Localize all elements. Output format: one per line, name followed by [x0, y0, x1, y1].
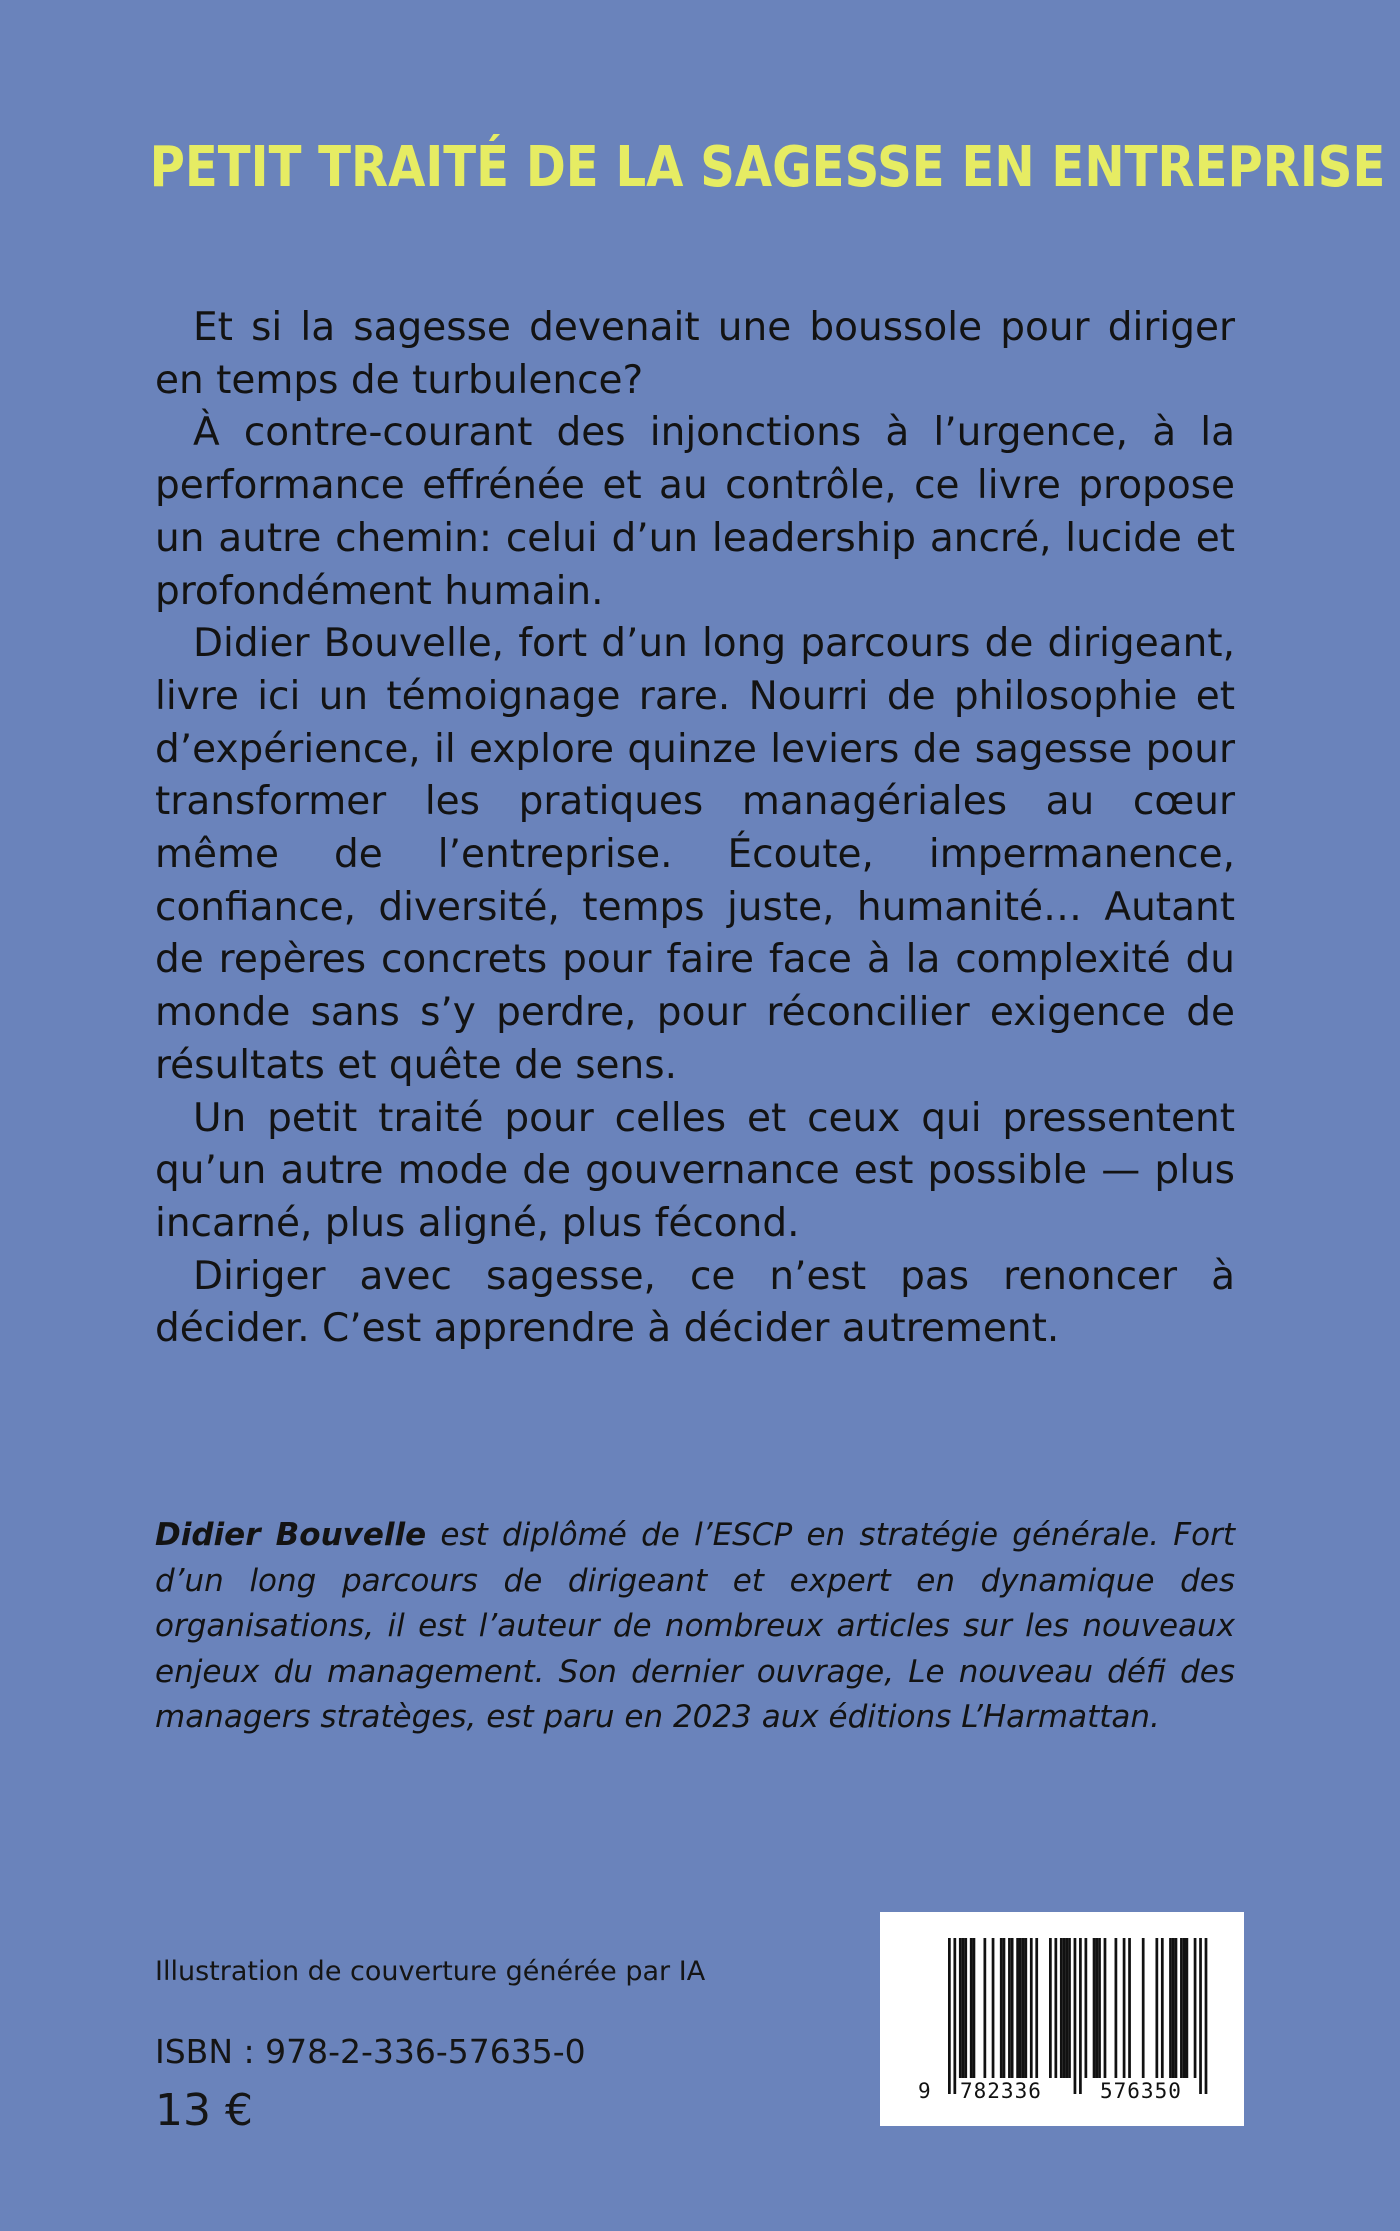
barcode-bars — [880, 1912, 1244, 2126]
author-bio — [155, 1513, 1235, 1741]
barcode-bar — [1049, 1938, 1052, 2078]
barcode-left-digits: 782336 — [960, 2079, 1042, 2103]
barcode-bar — [973, 1938, 976, 2078]
barcode-bar — [1186, 1938, 1189, 2078]
isbn: ISBN : 978-2-336-57635-0 — [155, 2032, 586, 2071]
barcode-bar — [948, 1938, 951, 2094]
barcode-bar — [1019, 1938, 1022, 2078]
barcode-bar — [1161, 1938, 1164, 2078]
barcode-bar — [1172, 1938, 1175, 2078]
barcode-bar — [1008, 1938, 1011, 2078]
illustration-credit: Illustration de couverture générée par IA — [155, 1956, 706, 1987]
barcode-bar — [1068, 1938, 1071, 2078]
barcode-bar — [1169, 1938, 1172, 2078]
barcode-bar — [1199, 1938, 1202, 2094]
barcode-bar — [1180, 1938, 1183, 2078]
barcode-bar — [1128, 1938, 1131, 2078]
blurb-paragraph: À contre-courant des injonctions à l’urgence, à la performance effrénée et au contrôle, ce livre propose un autre chemin: celui d’un leadership ancré, lucide et profondément humain. — [155, 410, 1235, 614]
blurb-paragraph: Un petit traité pour celles et ceux qui pressentent qu’un autre mode de gouvernance est possible — plus incarné, plus aligné, plus fécond. — [155, 1095, 1235, 1246]
price: 13 € — [155, 2085, 253, 2136]
barcode-bar — [1155, 1938, 1158, 2078]
barcode-bar — [1194, 1938, 1197, 2078]
barcode-bar — [1085, 1938, 1088, 2078]
barcode-bar — [1079, 1938, 1082, 2094]
barcode-bar — [970, 1938, 973, 2078]
barcode-bar — [992, 1938, 995, 2078]
barcode-bar — [1063, 1938, 1066, 2078]
barcode-bar — [1175, 1938, 1178, 2078]
barcode-bar — [1000, 1938, 1003, 2078]
barcode-bar — [1035, 1938, 1038, 2078]
barcode-bar — [1065, 1938, 1068, 2078]
barcode-bar — [1011, 1938, 1014, 2078]
barcode-bar — [1022, 1938, 1025, 2078]
blurb-paragraph: Diriger avec sagesse, ce n’est pas renoncer à décider. C’est apprendre à décider autrement. — [155, 1253, 1235, 1352]
barcode-bar — [1098, 1938, 1101, 2078]
barcode-bar — [953, 1938, 956, 2094]
barcode-bar — [959, 1938, 962, 2078]
barcode-bar — [983, 1938, 986, 2078]
book-blurb — [155, 302, 1235, 1356]
barcode-bar — [1123, 1938, 1126, 2078]
barcode-bar — [1095, 1938, 1098, 2078]
barcode-bar — [1115, 1938, 1118, 2078]
barcode-bar — [1003, 1938, 1006, 2078]
book-title: PETIT TRAITÉ DE LA SAGESSE EN ENTREPRISE — [149, 135, 1386, 200]
blurb-paragraph: Didier Bouvelle, fort d’un long parcours de dirigeant, livre ici un témoignage rare. Nourri de philosophie et d’expérience, il explore quinze leviers de sagesse pour transformer les pratiques managériales au cœur même de l’entreprise. Écoute, impermanence, confiance, diversité, temps juste, humanité… Autant de repères concrets pour faire face à la complexité du monde sans s’y perdre, pour réconcilier exigence de résultats et quête de sens. — [155, 621, 1235, 1088]
barcode-bar — [1016, 1938, 1019, 2078]
barcode-right-digits: 576350 — [1100, 2079, 1182, 2103]
barcode-bar — [1060, 1938, 1063, 2078]
barcode-bar — [1030, 1938, 1033, 2078]
barcode-bar — [1093, 1938, 1096, 2078]
barcode — [880, 1912, 1244, 2126]
barcode-bar — [1024, 1938, 1027, 2078]
barcode-bar — [1205, 1938, 1208, 2094]
author-bio-text: est diplômé de l’ESCP en stratégie générale. Fort d’un long parcours de dirigeant et expert en dynamique des organisations, il est l’auteur de nombreux articles sur les nouveaux enjeux du management. Son dernier ouvrage, Le nouveau défi des managers stratèges, est paru en 2023 aux éditions L’Harmattan. — [155, 1517, 1235, 1735]
barcode-bar — [1142, 1938, 1145, 2078]
barcode-bar — [1054, 1938, 1057, 2078]
barcode-bar — [1183, 1938, 1186, 2078]
author-name: Didier Bouvelle — [155, 1517, 427, 1553]
barcode-first-digit: 9 — [918, 2079, 932, 2103]
blurb-paragraph: Et si la sagesse devenait une boussole pour diriger en temps de turbulence? — [155, 305, 1235, 403]
barcode-bar — [1104, 1938, 1107, 2078]
barcode-bar — [962, 1938, 965, 2078]
barcode-bar — [964, 1938, 967, 2078]
barcode-bar — [1074, 1938, 1077, 2094]
